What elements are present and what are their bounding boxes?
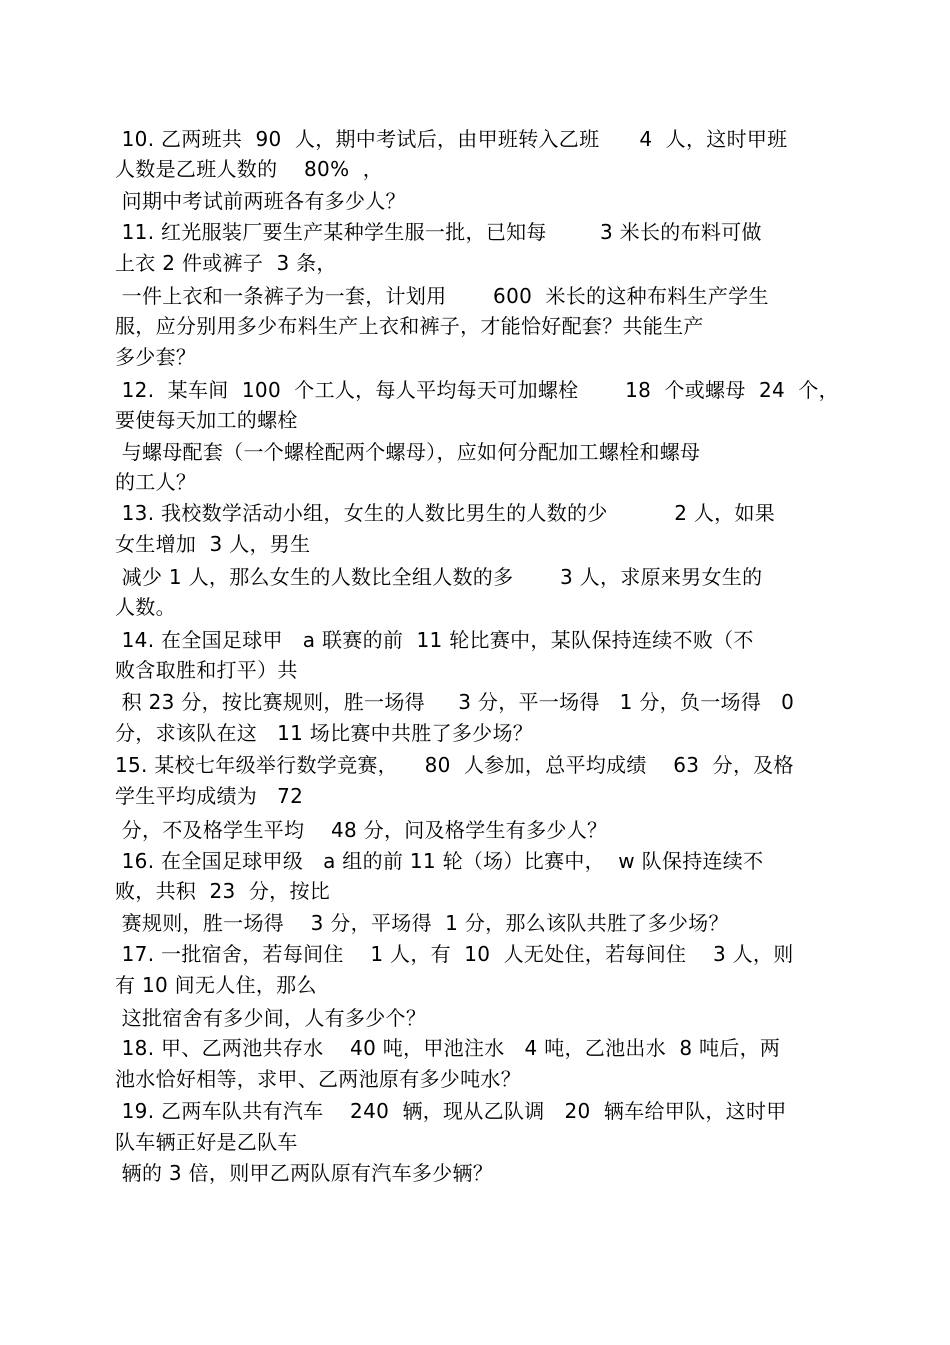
text-line: 分，不及格学生平均 48 分，问及格学生有多少人？	[115, 818, 608, 842]
text-line: 池水恰好相等，求甲、乙两池原有多少吨水？	[115, 1067, 521, 1091]
text-line: 这批宿舍有多少间，人有多少个？	[115, 1006, 427, 1030]
text-line: 要使每天加工的螺栓	[115, 408, 298, 432]
text-line: 赛规则，胜一场得 3 分，平场得 1 分，那么该队共胜了多少场？	[115, 911, 729, 935]
text-line: 人数。	[115, 595, 176, 619]
text-line: 上衣 2 件或裤子 3 条，	[115, 251, 337, 275]
text-line: 多少套？	[115, 345, 197, 369]
text-line: 11. 红光服装厂要生产某种学生服一批，已知每 3 米长的布料可做	[115, 220, 762, 244]
text-line: 15. 某校七年级举行数学竞赛， 80 人参加，总平均成绩 63 分，及格	[115, 753, 794, 777]
text-line: 的工人？	[115, 470, 197, 494]
text-line: 有 10 间无人住，那么	[115, 973, 317, 997]
text-line: 减少 1 人，那么女生的人数比全组人数的多 3 人，求原来男女生的	[115, 565, 763, 589]
text-line: 积 23 分，按比赛规则，胜一场得 3 分，平一场得 1 分，负一场得 0	[115, 690, 795, 714]
text-line: 与螺母配套（一个螺栓配两个螺母），应如何分配加工螺栓和螺母	[115, 440, 701, 464]
text-line: 19. 乙两车队共有汽车 240 辆，现从乙队调 20 辆车给甲队，这时甲	[115, 1099, 787, 1123]
text-line: 10. 乙两班共 90 人，期中考试后，由甲班转入乙班 4 人，这时甲班	[115, 127, 788, 151]
text-line: 17. 一批宿舍，若每间住 1 人，有 10 人无处住，若每间住 3 人，则	[115, 942, 794, 966]
text-line: 18. 甲、乙两池共存水 40 吨，甲池注水 4 吨，乙池出水 8 吨后，两	[115, 1036, 781, 1060]
text-line: 13. 我校数学活动小组，女生的人数比男生的人数的少 2 人，如果	[115, 501, 776, 525]
text-line: 一件上衣和一条裤子为一套，计划用 600 米长的这种布料生产学生	[115, 284, 769, 308]
text-line: 分，求该队在这 11 场比赛中共胜了多少场？	[115, 721, 534, 745]
text-line: 败，共积 23 分，按比	[115, 879, 331, 903]
text-line: 败含取胜和打平）共	[115, 658, 298, 682]
text-line: 12. 某车间 100 个工人，每人平均每天可加螺栓 18 个或螺母 24 个，	[115, 378, 839, 402]
text-line: 辆的 3 倍，则甲乙两队原有汽车多少辆？	[115, 1161, 494, 1185]
text-line: 服，应分别用多少布料生产上衣和裤子，才能恰好配套？共能生产	[115, 314, 704, 338]
text-line: 14. 在全国足球甲 a 联赛的前 11 轮比赛中，某队保持连续不败（不	[115, 628, 754, 652]
text-line: 问期中考试前两班各有多少人？	[115, 189, 406, 213]
text-line: 16. 在全国足球甲级 a 组的前 11 轮（场）比赛中， w 队保持连续不	[115, 849, 764, 873]
text-line: 队车辆正好是乙队车	[115, 1130, 298, 1154]
text-line: 人数是乙班人数的 80% ，	[115, 157, 383, 181]
text-line: 学生平均成绩为 72	[115, 784, 304, 808]
text-line: 女生增加 3 人，男生	[115, 532, 311, 556]
